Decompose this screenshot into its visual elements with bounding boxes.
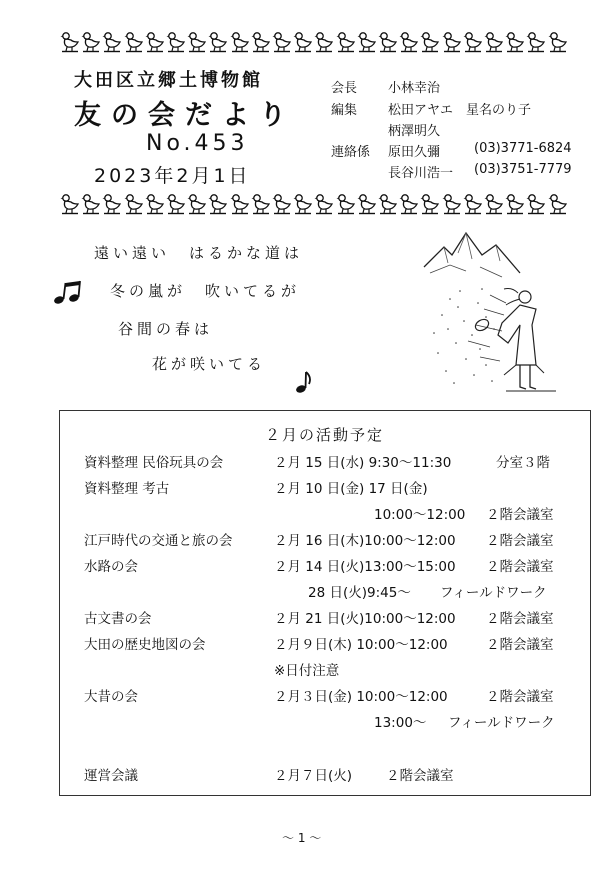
schedule-row-11-date: 13:00～ — [374, 715, 427, 731]
poem-line-2: 冬の嵐が 吹いてるが — [110, 282, 301, 300]
editor-label: 編集 — [331, 103, 358, 118]
duck-border-bottom — [60, 193, 568, 215]
contact-1-name: 原田久彌 — [388, 145, 441, 160]
duck-ornament-icon — [399, 193, 419, 215]
schedule-row-10-place: ２階会議室 — [486, 689, 554, 705]
duck-ornament-icon — [102, 193, 122, 215]
schedule-row-8-place: ２階会議室 — [486, 637, 554, 653]
contact-2-phone: (03)3751-7779 — [474, 162, 572, 177]
schedule-row-7-place: ２階会議室 — [486, 611, 554, 627]
org-name: 大田区立郷土博物館 — [74, 70, 263, 91]
poem-line-1: 遠い遠い はるかな道は — [94, 244, 304, 262]
duck-ornament-icon — [124, 31, 144, 53]
duck-ornament-icon — [166, 31, 186, 53]
contact-label: 連絡係 — [331, 145, 371, 160]
schedule-title: ２月の活動予定 — [265, 426, 385, 444]
duck-ornament-icon — [251, 31, 271, 53]
schedule-row-6-place: フィールドワーク — [440, 585, 547, 601]
duck-ornament-icon — [102, 31, 122, 53]
duck-ornament-icon — [251, 193, 271, 215]
contact-2-name: 長谷川浩一 — [388, 166, 454, 181]
duck-ornament-icon — [336, 193, 356, 215]
chair-name: 小林幸治 — [388, 81, 441, 96]
duck-ornament-icon — [548, 31, 568, 53]
schedule-row-4-group: 江戸時代の交通と旅の会 — [84, 533, 233, 549]
duck-ornament-icon — [526, 31, 546, 53]
duck-ornament-icon — [442, 193, 462, 215]
editor-names: 松田アヤエ 星名のり子 — [388, 103, 532, 118]
duck-ornament-icon — [187, 31, 207, 53]
editor-names-2: 柄澤明久 — [388, 124, 441, 139]
duck-ornament-icon — [357, 193, 377, 215]
schedule-row-12-place: ２階会議室 — [386, 768, 454, 784]
schedule-row-7-date: ２月 21 日(火)10:00～12:00 — [274, 611, 456, 627]
duck-ornament-icon — [378, 193, 398, 215]
duck-ornament-icon — [505, 31, 525, 53]
contact-1-phone: (03)3771-6824 — [474, 141, 572, 156]
schedule-date-note: ※日付注意 — [274, 663, 340, 679]
poem-line-4: 花が咲いてる — [152, 355, 267, 373]
schedule-row-6-date: 28 日(火)9:45～ — [308, 585, 411, 601]
duck-ornament-icon — [357, 31, 377, 53]
schedule-row-5-group: 水路の会 — [84, 559, 138, 575]
schedule-row-12-date: ２月７日(火) — [274, 768, 353, 784]
schedule-row-1-date: ２月 15 日(水) 9:30～11:30 — [274, 455, 452, 471]
duck-border-top — [60, 31, 568, 53]
duck-ornament-icon — [442, 31, 462, 53]
duck-ornament-icon — [166, 193, 186, 215]
issue-number: No.453 — [146, 131, 249, 156]
schedule-row-2-date: ２月 10 日(金) 17 日(金) — [274, 481, 428, 497]
duck-ornament-icon — [505, 193, 525, 215]
duck-ornament-icon — [420, 31, 440, 53]
duck-ornament-icon — [145, 193, 165, 215]
duck-ornament-icon — [272, 193, 292, 215]
schedule-row-7-group: 古文書の会 — [84, 611, 152, 627]
poem-line-3: 谷間の春は — [118, 320, 214, 338]
issue-date: 2023年2月1日 — [94, 165, 251, 187]
schedule-row-8-date: ２月９日(木) 10:00～12:00 — [274, 637, 448, 653]
schedule-row-8-group: 大田の歴史地図の会 — [84, 637, 206, 653]
schedule-row-12-group: 運営会議 — [84, 768, 138, 784]
duck-ornament-icon — [314, 31, 334, 53]
duck-ornament-icon — [484, 193, 504, 215]
newsletter-title: 友の会だより — [74, 100, 296, 131]
duck-ornament-icon — [81, 31, 101, 53]
duck-ornament-icon — [208, 193, 228, 215]
beamed-notes-icon — [52, 279, 82, 305]
duck-ornament-icon — [208, 31, 228, 53]
duck-ornament-icon — [145, 31, 165, 53]
duck-ornament-icon — [463, 193, 483, 215]
duck-ornament-icon — [124, 193, 144, 215]
duck-ornament-icon — [60, 193, 80, 215]
schedule-row-1-group: 資料整理 民俗玩具の会 — [84, 455, 224, 471]
duck-ornament-icon — [399, 31, 419, 53]
duck-ornament-icon — [230, 193, 250, 215]
schedule-row-3-place: ２階会議室 — [486, 507, 554, 523]
duck-ornament-icon — [378, 31, 398, 53]
duck-ornament-icon — [420, 193, 440, 215]
schedule-row-1-place: 分室３階 — [496, 455, 550, 471]
duck-ornament-icon — [187, 193, 207, 215]
eighth-note-icon — [295, 370, 313, 394]
schedule-row-11-place: フィールドワーク — [448, 715, 555, 731]
schedule-row-5-place: ２階会議室 — [486, 559, 554, 575]
duck-ornament-icon — [548, 193, 568, 215]
schedule-row-3-date: 10:00～12:00 — [374, 507, 466, 523]
schedule-row-4-date: ２月 16 日(木)10:00～12:00 — [274, 533, 456, 549]
schedule-row-10-date: ２月３日(金) 10:00～12:00 — [274, 689, 448, 705]
duck-ornament-icon — [463, 31, 483, 53]
duck-ornament-icon — [314, 193, 334, 215]
winter-wind-illustration — [420, 225, 568, 397]
duck-ornament-icon — [230, 31, 250, 53]
page-number: ～ 1 ～ — [282, 831, 322, 845]
duck-ornament-icon — [484, 31, 504, 53]
duck-ornament-icon — [81, 193, 101, 215]
duck-ornament-icon — [336, 31, 356, 53]
duck-ornament-icon — [526, 193, 546, 215]
schedule-row-5-date: ２月 14 日(火)13:00～15:00 — [274, 559, 456, 575]
duck-ornament-icon — [60, 31, 80, 53]
duck-ornament-icon — [272, 31, 292, 53]
schedule-row-10-group: 大昔の会 — [84, 689, 138, 705]
schedule-row-2-group: 資料整理 考古 — [84, 481, 170, 497]
schedule-row-4-place: ２階会議室 — [486, 533, 554, 549]
duck-ornament-icon — [293, 193, 313, 215]
duck-ornament-icon — [293, 31, 313, 53]
chair-label: 会長 — [331, 81, 358, 96]
